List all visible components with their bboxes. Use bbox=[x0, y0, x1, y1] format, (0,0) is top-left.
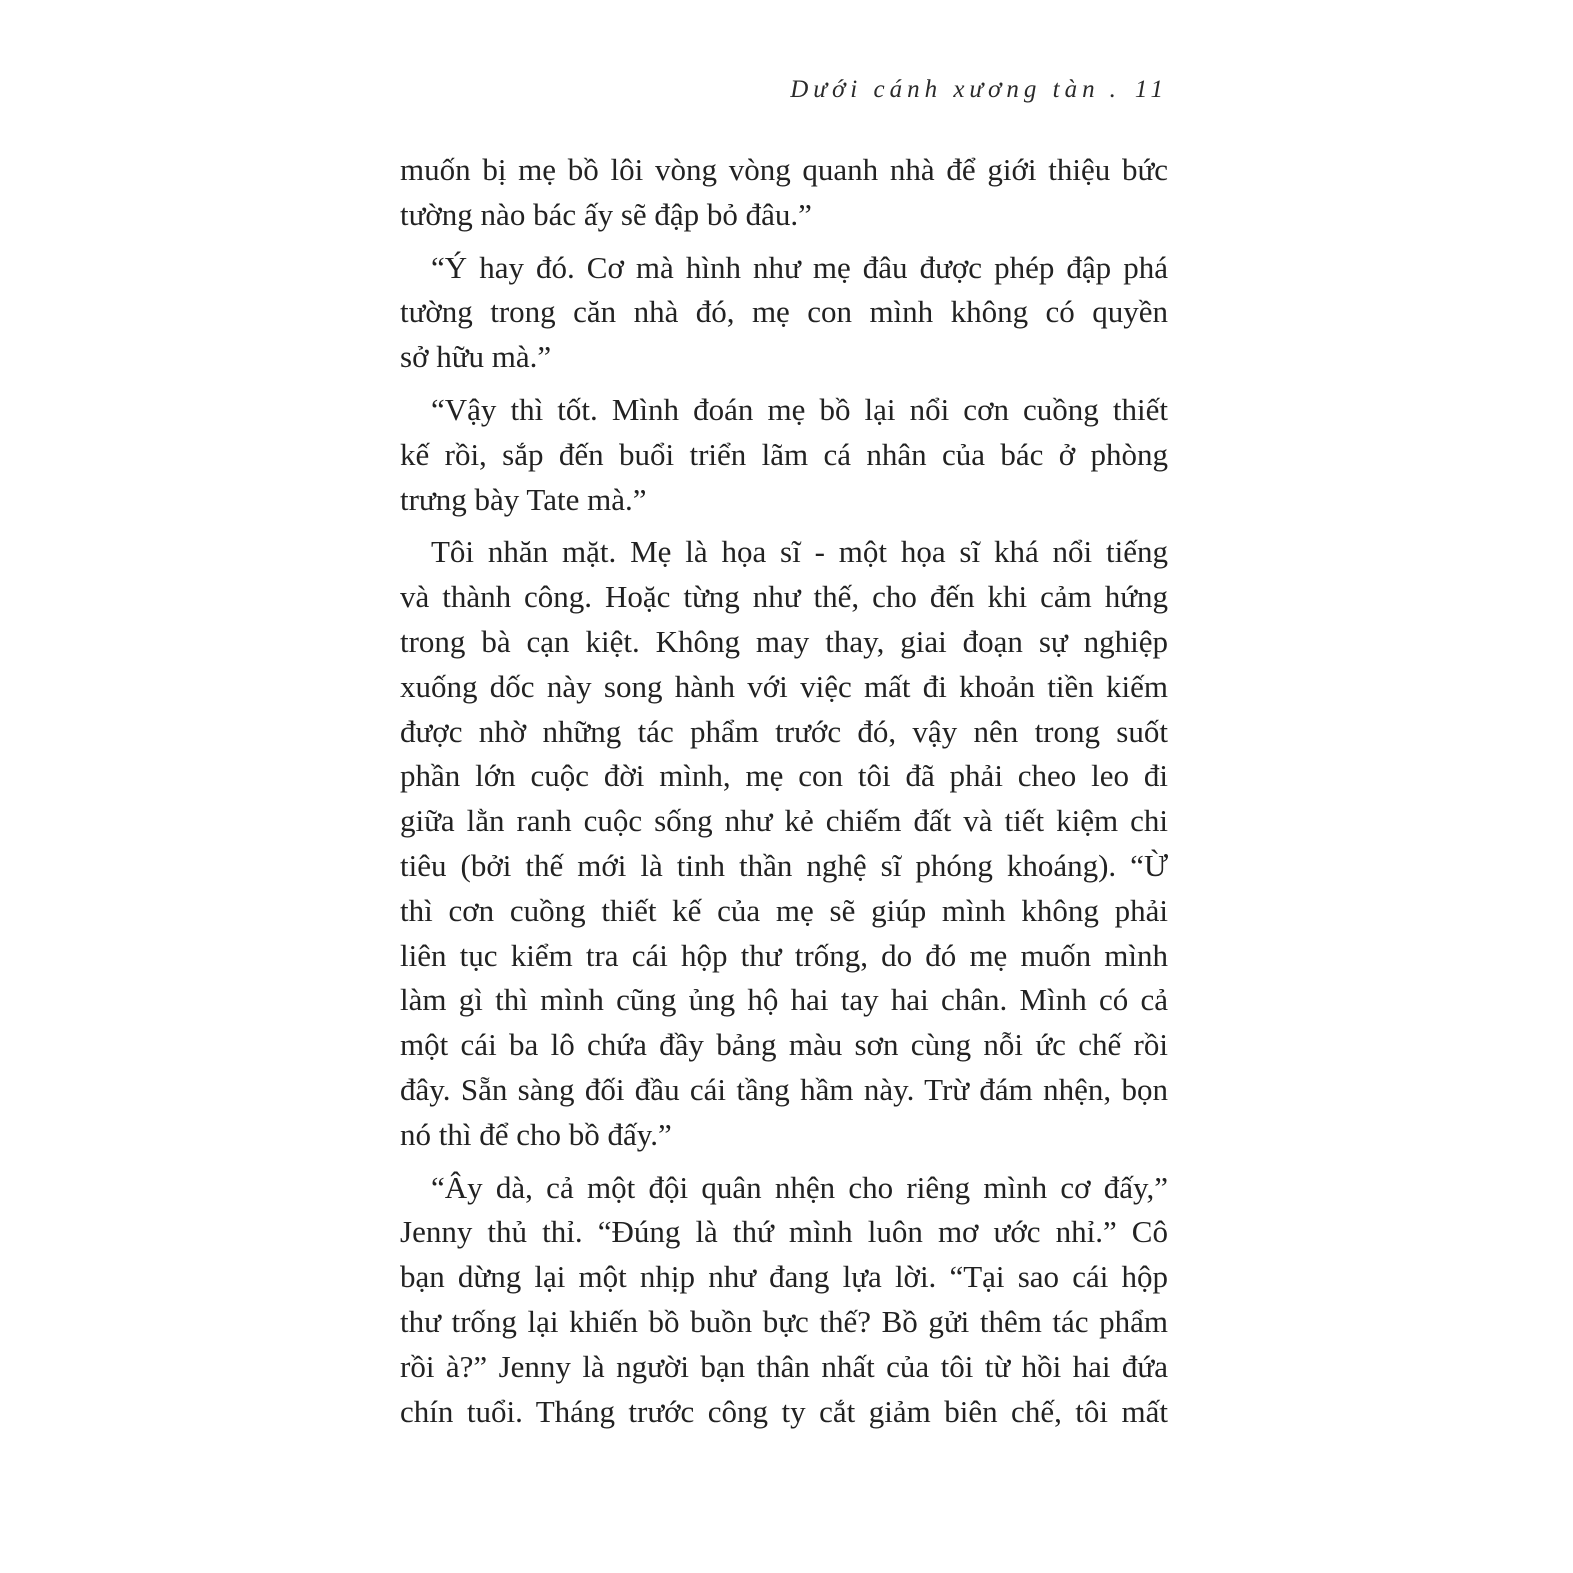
text-line: đây. Sẵn sàng đối đầu cái tầng hầm này. Trừ đám nhện, bọn bbox=[400, 1071, 1168, 1107]
text-line: giữa lằn ranh cuộc sống như kẻ chiếm đất và tiết kiệm chi bbox=[400, 803, 1168, 839]
text-line: thì cơn cuồng thiết kế của mẹ sẽ giúp mình không phải bbox=[400, 892, 1168, 928]
text-line: và thành công. Hoặc từng như thế, cho đến khi cảm hứng bbox=[400, 579, 1168, 615]
text-line: Jenny thủ thỉ. “Đúng là thứ mình luôn mơ ước nhỉ.” Cô bbox=[400, 1214, 1168, 1250]
text-line: “Ây dà, cả một đội quân nhện cho riêng mình cơ đấy,” bbox=[431, 1169, 1168, 1205]
text-line: rồi à?” Jenny là người bạn thân nhất của tôi từ hồi hai đứa bbox=[400, 1348, 1168, 1384]
text-line: Tôi nhăn mặt. Mẹ là họa sĩ - một họa sĩ khá nổi tiếng bbox=[431, 534, 1168, 570]
page-number: 11 bbox=[1134, 76, 1168, 103]
header-separator: . bbox=[1109, 76, 1121, 103]
text-line: phần lớn cuộc đời mình, mẹ con tôi đã phải cheo leo đi bbox=[400, 758, 1168, 794]
text-line: trưng bày Tate mà.” bbox=[400, 481, 647, 517]
text-line: làm gì thì mình cũng ủng hộ hai tay hai chân. Mình có cả bbox=[400, 982, 1168, 1018]
text-line: “Vậy thì tốt. Mình đoán mẹ bồ lại nổi cơn cuồng thiết bbox=[431, 391, 1168, 427]
paragraph bbox=[400, 530, 1168, 1157]
body-text bbox=[400, 148, 1168, 1442]
paragraph bbox=[400, 1166, 1168, 1435]
text-line: bạn dừng lại một nhịp như đang lựa lời. “Tại sao cái hộp bbox=[400, 1259, 1168, 1295]
text-line: được nhờ những tác phẩm trước đó, vậy nên trong suốt bbox=[400, 713, 1168, 749]
text-line: kế rồi, sắp đến buổi triển lãm cá nhân của bác ở phòng bbox=[400, 436, 1168, 472]
text-line: tường trong căn nhà đó, mẹ con mình không có quyền bbox=[400, 294, 1168, 330]
text-line: xuống dốc này song hành với việc mất đi khoản tiền kiếm bbox=[400, 668, 1168, 704]
running-head bbox=[790, 76, 1168, 104]
text-line: tiêu (bởi thế mới là tinh thần nghệ sĩ phóng khoáng). “Ừ bbox=[400, 847, 1168, 883]
text-line: “Ý hay đó. Cơ mà hình như mẹ đâu được phép đập phá bbox=[431, 249, 1168, 285]
paragraph bbox=[400, 246, 1168, 380]
text-line: muốn bị mẹ bồ lôi vòng vòng quanh nhà để giới thiệu bức bbox=[400, 152, 1168, 187]
text-line: thư trống lại khiến bồ buồn bực thế? Bồ gửi thêm tác phẩm bbox=[400, 1303, 1168, 1339]
text-line: tường nào bác ấy sẽ đập bỏ đâu.” bbox=[400, 196, 812, 232]
text-line: trong bà cạn kiệt. Không may thay, giai đoạn sự nghiệp bbox=[400, 623, 1168, 659]
text-line: một cái ba lô chứa đầy bảng màu sơn cùng nỗi ức chế rồi bbox=[400, 1027, 1168, 1063]
text-line: liên tục kiểm tra cái hộp thư trống, do đó mẹ muốn mình bbox=[400, 937, 1168, 973]
book-title: Dưới cánh xương tàn bbox=[790, 76, 1100, 103]
text-line: nó thì để cho bồ đấy.” bbox=[400, 1116, 672, 1152]
paragraph bbox=[400, 148, 1168, 238]
paragraph bbox=[400, 388, 1168, 522]
text-line: sở hữu mà.” bbox=[400, 339, 552, 375]
text-line: chín tuổi. Tháng trước công ty cắt giảm biên chế, tôi mất bbox=[400, 1393, 1168, 1429]
